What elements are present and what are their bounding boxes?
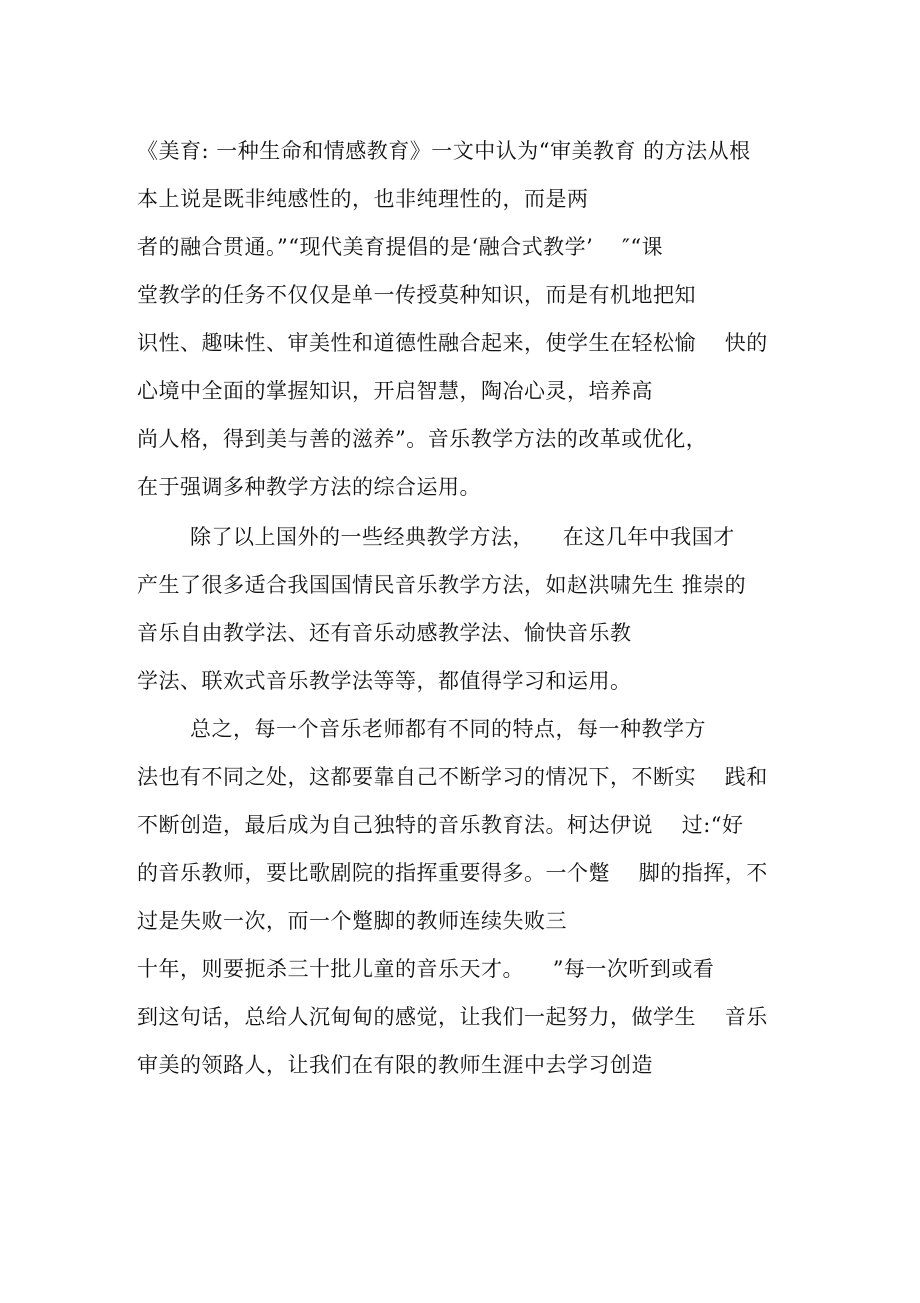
text-line-6: 心境中全面的掌握知识，开启智慧，陶冶心灵，培养高 [137,379,653,403]
text-line-15: 不断创造，最后成为自己独特的音乐教育法。柯达伊说 过:“好 [137,813,744,837]
text-line-1: 《美育: 一种生命和情感教育》一文中认为“审美教育 的方法从根 [137,139,751,163]
text-line-8: 在于强调多种教学方法的综合运用。 [137,475,481,499]
text-line-3: 者的融合贯通。”“现代美育提倡的是‘融合式教学’ ″“课 [137,235,664,259]
text-line-17: 过是失败一次，而一个蹩脚的教师连续失败三 [137,909,567,933]
text-line-19: 到这句话，总给人沉甸甸的感觉，让我们一起努力，做学生 音乐 [137,1005,768,1029]
text-line-5: 识性、趣味性、审美性和道德性融合起来，使学生在轻松愉 快的 [137,331,768,355]
text-line-7: 尚人格，得到美与善的滋养”。音乐教学方法的改革或优化， [137,427,708,451]
text-line-14: 法也有不同之处，这都要靠自己不断学习的情况下，不断实 践和 [137,765,768,789]
text-line-4: 堂教学的任务不仅仅是单一传授莫种知识，而是有机地把知 [137,283,696,307]
text-line-16: 的音乐教师，要比歌剧院的指挥重要得多。一个蹩 脚的指挥，不 [137,861,768,885]
text-line-12: 学法、联欢式音乐教学法等等，都值得学习和运用。 [137,669,632,693]
text-line-10: 产生了很多适合我国国情民音乐教学方法，如赵洪啸先生 推崇的 [137,573,747,597]
paragraph-2-first-line: 除了以上国外的一些经典教学方法， 在这几年中我国才 [190,525,735,549]
paragraph-3-first-line: 总之，每一个音乐老师都有不同的特点，每一种教学方 [190,717,706,741]
text-line-18: 十年，则要扼杀三十批儿童的音乐天才。 ”每一次听到或看 [137,957,715,981]
text-line-11: 音乐自由教学法、还有音乐动感教学法、愉快音乐教 [137,621,632,645]
text-line-20: 审美的领路人，让我们在有限的教师生涯中去学习创造 [137,1053,653,1077]
text-line-2: 本上说是既非纯感性的，也非纯理性的，而是两 [137,187,589,211]
